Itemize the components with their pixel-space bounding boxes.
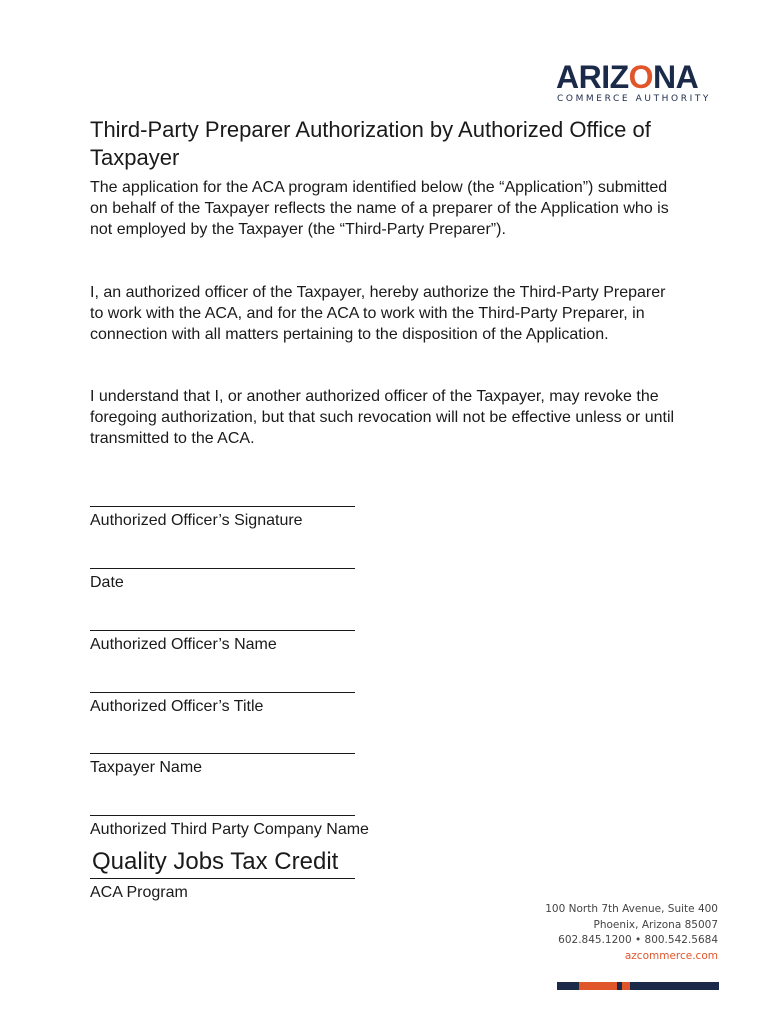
logo-subtitle: COMMERCE AUTHORITY: [557, 94, 712, 104]
footer-bar-orange-small: [622, 982, 630, 990]
program-field[interactable]: [90, 848, 390, 903]
company-name-line[interactable]: [90, 815, 355, 816]
address-line-1: 100 North 7th Avenue, Suite 400: [545, 903, 718, 915]
address-line-2: Phoenix, Arizona 85007: [593, 918, 718, 931]
officer-title-line[interactable]: [90, 692, 355, 693]
date-field[interactable]: [90, 568, 390, 593]
paragraph-revocation: I understand that I, or another authorized officer of the Taxpayer, may revoke the foregoing authorization, but that such revocation will not be effective unless or until transmitted to the ACA.: [90, 388, 675, 447]
date-line[interactable]: [90, 568, 355, 569]
paragraph-authorization: I, an authorized officer of the Taxpayer, hereby authorize the Third-Party Preparer to work with the ACA, and for the ACA to work with the Third-Party Preparer, in connection with all matters pertaining to the disposition of the Application.: [90, 284, 666, 343]
company-name-field[interactable]: [90, 815, 390, 840]
footer-bar-navy-right: [630, 982, 719, 990]
document-title: Third-Party Preparer Authorization by Authorized Office of Taxpayer: [90, 117, 651, 170]
officer-title-field[interactable]: [90, 692, 390, 717]
website-link[interactable]: azcommerce.com: [624, 949, 718, 962]
footer-bar-navy-left: [557, 982, 579, 990]
program-line[interactable]: [90, 878, 355, 879]
program-label: ACA Program: [90, 884, 188, 901]
phone-numbers: 602.845.1200 • 800.542.5684: [558, 934, 718, 946]
footer-color-bar: [557, 982, 719, 990]
taxpayer-name-field[interactable]: [90, 753, 390, 778]
taxpayer-name-label: Taxpayer Name: [90, 759, 203, 776]
officer-name-label: Authorized Officer’s Name: [90, 636, 277, 653]
date-label: Date: [90, 574, 124, 591]
officer-name-line[interactable]: [90, 630, 355, 631]
arizona-commerce-authority-logo: [556, 60, 718, 108]
footer-bar-orange: [579, 982, 617, 990]
signature-label: Authorized Officer’s Signature: [90, 512, 303, 529]
company-name-label: Authorized Third Party Company Name: [90, 821, 369, 838]
address-block: [520, 902, 718, 964]
taxpayer-name-line[interactable]: [90, 753, 355, 754]
officer-title-label: Authorized Officer’s Title: [90, 698, 264, 715]
logo-wordmark: ARIZONA: [556, 59, 699, 95]
signature-field[interactable]: [90, 506, 390, 531]
program-value[interactable]: Quality Jobs Tax Credit: [92, 848, 339, 875]
signature-line[interactable]: [90, 506, 355, 507]
officer-name-field[interactable]: [90, 630, 390, 655]
paragraph-application: The application for the ACA program identified below (the “Application”) submitted on behalf of the Taxpayer reflects the name of a preparer of the Application who is not employed by the Taxpayer (the “Third-Party Preparer”).: [90, 179, 669, 238]
